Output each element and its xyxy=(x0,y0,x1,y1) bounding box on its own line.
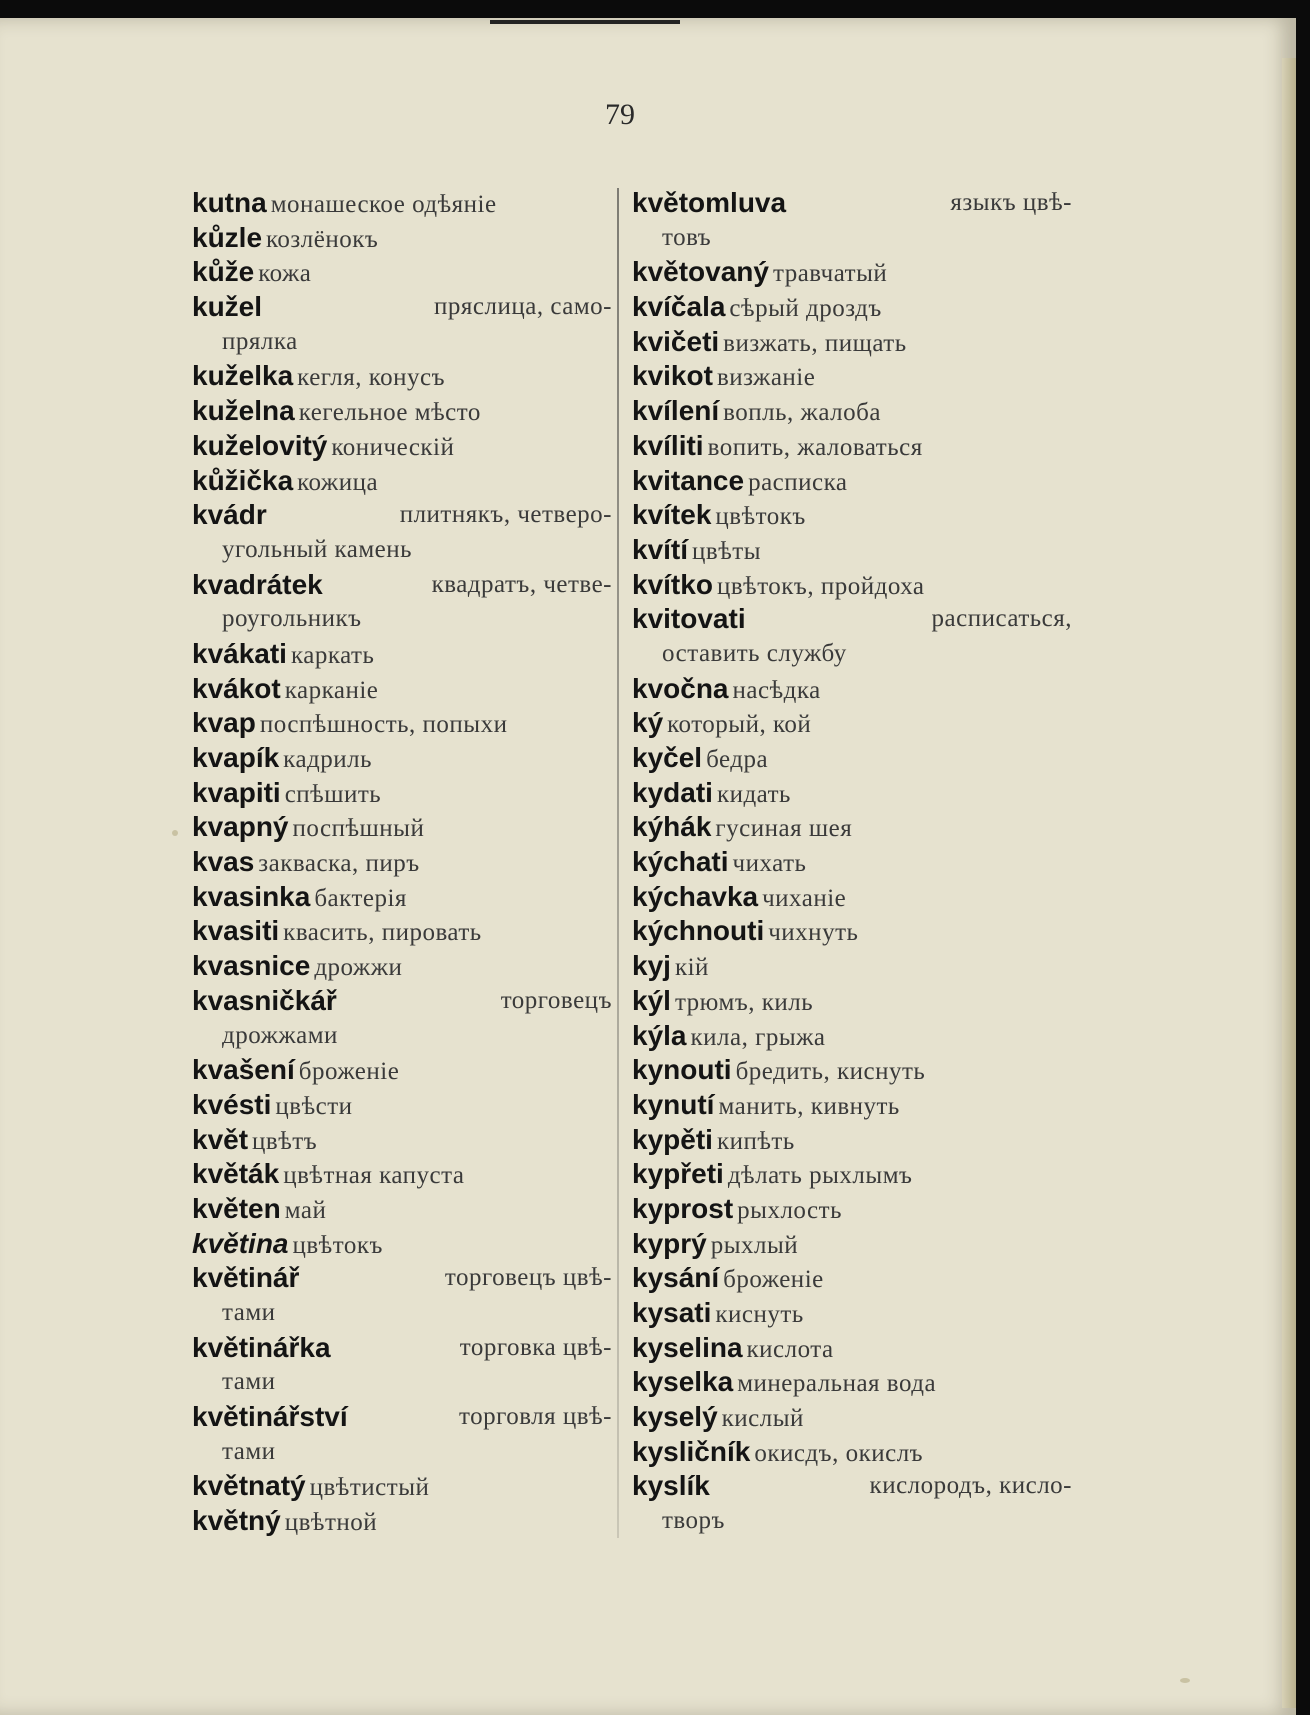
dictionary-entry xyxy=(632,1019,1072,1054)
entry-headword: kýl xyxy=(632,984,671,1016)
entry-headword: kydati xyxy=(632,776,713,808)
paper-spot xyxy=(1180,1678,1190,1683)
entry-headword: květinář xyxy=(192,1262,300,1294)
entry-headword: kvádr xyxy=(192,499,267,531)
entry-translation-continued: роугольникъ xyxy=(222,605,362,633)
entry-continuation xyxy=(632,637,1072,672)
entry-headword: květák xyxy=(192,1158,280,1190)
entry-translation: кій xyxy=(674,954,709,982)
left-column xyxy=(192,186,612,1539)
dictionary-entry xyxy=(192,290,612,325)
entry-translation: квадратъ, четве- xyxy=(431,570,612,598)
entry-translation: кидать xyxy=(716,780,791,808)
entry-continuation xyxy=(192,1019,612,1054)
entry-headword: kyj xyxy=(632,950,671,982)
entry-translation: манить, кивнуть xyxy=(718,1092,900,1120)
entry-translation: бактерія xyxy=(314,884,407,912)
entry-translation: кипѣть xyxy=(716,1127,795,1155)
dictionary-entry xyxy=(192,810,612,845)
entry-translation: каркать xyxy=(290,641,375,669)
dictionary-entry xyxy=(632,1053,1072,1088)
dictionary-entry xyxy=(632,325,1072,360)
entry-headword: květen xyxy=(192,1192,281,1224)
entry-headword: kvitovati xyxy=(632,603,746,635)
entry-translation: плитнякъ, четверо- xyxy=(399,501,612,529)
entry-translation: травчатый xyxy=(772,260,888,288)
entry-headword: kůžička xyxy=(192,464,294,496)
entry-headword: kýchavka xyxy=(632,880,759,912)
entry-headword: květinářství xyxy=(192,1401,348,1433)
entry-headword: kvasiti xyxy=(192,915,280,947)
entry-translation: броженіе xyxy=(298,1058,400,1086)
entry-headword: kynutí xyxy=(632,1088,715,1120)
entry-translation: торговля цвѣ- xyxy=(458,1403,612,1431)
dictionary-entry xyxy=(192,1504,612,1539)
entry-headword: kysati xyxy=(632,1297,712,1328)
entry-headword: kvésti xyxy=(192,1088,272,1120)
entry-translation-continued: товъ xyxy=(662,223,712,251)
dictionary-entry xyxy=(632,845,1072,880)
entry-translation-continued: тами xyxy=(222,1368,276,1396)
entry-translation: цвѣтокъ xyxy=(292,1231,383,1259)
entry-translation: бредить, киснуть xyxy=(735,1058,926,1086)
entry-headword: kvap xyxy=(192,707,256,739)
entry-headword: kyselý xyxy=(632,1401,718,1433)
entry-headword: kvasnice xyxy=(192,950,311,982)
entry-translation: закваска, пиръ xyxy=(258,850,420,878)
dictionary-entry xyxy=(632,464,1072,499)
entry-translation: карканіе xyxy=(284,676,379,704)
dictionary-entry xyxy=(192,1123,612,1158)
entry-headword: kuželna xyxy=(192,395,295,427)
entry-headword: kýla xyxy=(632,1019,687,1051)
dictionary-entry xyxy=(192,1157,612,1192)
column-divider xyxy=(617,188,619,1538)
entry-continuation xyxy=(632,1504,1072,1539)
dictionary-entry xyxy=(192,845,612,880)
entry-headword: kypřeti xyxy=(632,1158,724,1190)
entry-translation-continued: творъ xyxy=(662,1507,725,1535)
entry-headword: kyčel xyxy=(632,742,703,773)
dictionary-entry xyxy=(632,568,1072,603)
entry-headword: květný xyxy=(192,1505,281,1537)
dictionary-entry xyxy=(632,880,1072,915)
entry-translation: торговецъ xyxy=(500,986,612,1014)
dictionary-entry xyxy=(632,1192,1072,1227)
entry-translation: поспѣшность, попыхи xyxy=(259,711,508,739)
dictionary-entry xyxy=(632,810,1072,845)
entry-translation-continued: оставить службу xyxy=(662,639,847,667)
entry-translation: цвѣсти xyxy=(275,1092,353,1120)
entry-translation: сѣрый дроздъ xyxy=(729,295,882,323)
dictionary-entry xyxy=(192,1400,612,1435)
entry-headword: kutna xyxy=(192,187,267,218)
dictionary-entry xyxy=(632,290,1072,325)
entry-headword: kvítí xyxy=(632,533,689,565)
dictionary-entry xyxy=(632,706,1072,741)
dictionary-entry xyxy=(192,1088,612,1123)
dictionary-entry xyxy=(632,1088,1072,1123)
entry-headword: kvočna xyxy=(632,672,729,704)
entry-translation: визжаніе xyxy=(716,364,816,392)
entry-translation: квасить, пировать xyxy=(283,919,482,947)
entry-translation: цвѣтъ xyxy=(252,1127,318,1155)
entry-translation: цвѣтной xyxy=(284,1509,378,1537)
entry-headword: kýchati xyxy=(632,846,729,878)
dictionary-entry xyxy=(632,984,1072,1019)
entry-headword: kuželovitý xyxy=(192,429,328,461)
entry-headword: kýchnouti xyxy=(632,915,765,947)
entry-translation: вопить, жаловаться xyxy=(707,433,923,461)
entry-translation: цвѣтокъ, пройдоха xyxy=(716,572,925,600)
dictionary-entry xyxy=(632,533,1072,568)
entry-translation: дрожжи xyxy=(314,954,403,982)
entry-translation: кадриль xyxy=(283,746,373,773)
entry-translation: торговецъ цвѣ- xyxy=(444,1264,612,1292)
dictionary-entry xyxy=(192,706,612,741)
entry-headword: kvapík xyxy=(192,742,280,773)
dictionary-entry xyxy=(192,359,612,394)
dictionary-entry xyxy=(192,637,612,672)
dictionary-entry xyxy=(192,741,612,776)
dictionary-entry xyxy=(632,1469,1072,1504)
entry-headword: kůzle xyxy=(192,221,263,253)
entry-translation: кислота xyxy=(746,1335,834,1363)
dictionary-entry xyxy=(632,914,1072,949)
dictionary-entry xyxy=(632,1365,1072,1400)
dictionary-entry xyxy=(192,1227,612,1262)
entry-translation: чихать xyxy=(732,850,807,878)
page-edge xyxy=(1282,58,1296,1708)
entry-translation: цвѣты xyxy=(692,537,762,565)
entry-headword: kvíčala xyxy=(632,291,726,323)
entry-continuation xyxy=(192,1435,612,1470)
entry-translation: цвѣтистый xyxy=(309,1474,430,1502)
dictionary-entry xyxy=(632,741,1072,776)
entry-translation: визжать, пищать xyxy=(723,329,907,357)
entry-headword: kvákot xyxy=(192,672,281,704)
entry-translation: кожица xyxy=(297,468,379,496)
dictionary-entry xyxy=(192,1261,612,1296)
entry-translation: кила, грыжа xyxy=(690,1023,826,1051)
dictionary-entry xyxy=(192,498,612,533)
entry-headword: kvasničkář xyxy=(192,984,337,1016)
dictionary-entry xyxy=(632,1157,1072,1192)
entry-translation: цвѣтокъ xyxy=(715,503,806,531)
dictionary-entry xyxy=(632,1227,1072,1262)
entry-headword: kvapiti xyxy=(192,776,281,808)
entry-headword: kuželka xyxy=(192,360,294,392)
dictionary-entry xyxy=(192,464,612,499)
right-column xyxy=(632,186,1072,1539)
dictionary-entry xyxy=(632,1296,1072,1331)
entry-translation: поспѣшный xyxy=(292,815,425,843)
entry-translation: козлёнокъ xyxy=(266,225,379,253)
dictionary-entry xyxy=(632,602,1072,637)
entry-headword: kvasinka xyxy=(192,880,311,912)
dictionary-entry xyxy=(192,776,612,811)
entry-translation: май xyxy=(284,1196,327,1224)
dictionary-entry xyxy=(192,1469,612,1504)
dictionary-entry xyxy=(632,672,1072,707)
entry-translation: кислородъ, кисло- xyxy=(869,1472,1072,1500)
entry-headword: kvadrátek xyxy=(192,568,323,600)
entry-headword: květnatý xyxy=(192,1470,306,1502)
entry-headword: kyslík xyxy=(632,1470,710,1502)
entry-translation-continued: дрожжами xyxy=(222,1021,338,1049)
dictionary-entry xyxy=(632,429,1072,464)
entry-translation: пряслица, само- xyxy=(434,293,612,321)
dictionary-entry xyxy=(192,1053,612,1088)
dictionary-page xyxy=(0,18,1296,1715)
entry-continuation xyxy=(192,1365,612,1400)
dictionary-entry xyxy=(192,568,612,603)
entry-translation: насѣдка xyxy=(732,676,821,704)
dictionary-entry xyxy=(192,186,612,221)
entry-headword: kůže xyxy=(192,256,255,288)
entry-translation: кожа xyxy=(258,260,312,288)
entry-translation: торговка цвѣ- xyxy=(459,1333,612,1361)
dictionary-entry xyxy=(632,186,1072,221)
entry-headword: kvapný xyxy=(192,811,289,843)
entry-headword: kýhák xyxy=(632,811,712,843)
dictionary-entry xyxy=(632,949,1072,984)
entry-translation: броженіе xyxy=(723,1266,824,1294)
entry-headword: ký xyxy=(632,707,664,739)
dictionary-entry xyxy=(192,255,612,290)
entry-translation-continued: угольный камень xyxy=(222,535,413,563)
entry-headword: kvikot xyxy=(632,360,713,392)
entry-headword: kyprost xyxy=(632,1192,734,1224)
entry-translation: рыхлость xyxy=(737,1196,842,1224)
dictionary-entry xyxy=(632,359,1072,394)
entry-headword: kužel xyxy=(192,291,263,323)
entry-headword: květ xyxy=(192,1123,249,1155)
entry-continuation xyxy=(192,325,612,360)
entry-headword: květomluva xyxy=(632,187,787,218)
entry-translation: монашеское одѣяніе xyxy=(270,191,497,218)
paper-spot xyxy=(172,830,178,836)
entry-translation: кислый xyxy=(721,1405,804,1433)
entry-headword: kysličník xyxy=(632,1435,751,1467)
entry-translation: бедра xyxy=(706,746,769,773)
entry-headword: kysání xyxy=(632,1262,720,1294)
entry-translation: расписаться, xyxy=(931,605,1072,633)
top-rule xyxy=(490,20,680,24)
entry-headword: kvíliti xyxy=(632,429,704,461)
entry-headword: kyselka xyxy=(632,1366,734,1398)
entry-translation: минеральная вода xyxy=(737,1370,937,1398)
entry-headword: kvitance xyxy=(632,464,745,496)
entry-headword: kyprý xyxy=(632,1227,707,1259)
entry-translation: чиханіе xyxy=(762,884,847,912)
dictionary-entry xyxy=(192,1192,612,1227)
entry-translation: киснуть xyxy=(715,1301,804,1328)
entry-continuation xyxy=(632,221,1072,256)
dictionary-entry xyxy=(192,914,612,949)
dictionary-entry xyxy=(632,255,1072,290)
entry-translation-continued: тами xyxy=(222,1437,276,1465)
dictionary-entry xyxy=(632,1331,1072,1366)
entry-translation: трюмъ, киль xyxy=(674,988,814,1016)
entry-translation: который, кой xyxy=(667,711,812,739)
dictionary-entry xyxy=(632,1261,1072,1296)
dictionary-entry xyxy=(632,776,1072,811)
entry-headword: kvašení xyxy=(192,1054,295,1086)
entry-translation: спѣшить xyxy=(284,780,382,808)
entry-continuation xyxy=(192,602,612,637)
dictionary-entry xyxy=(192,984,612,1019)
entry-headword: kvítko xyxy=(632,568,713,600)
entry-translation-continued: тами xyxy=(222,1299,276,1326)
dictionary-entry xyxy=(192,880,612,915)
entry-headword: kvas xyxy=(192,846,255,878)
entry-headword: květinářka xyxy=(192,1331,331,1363)
entry-translation: дѣлать рыхлымъ xyxy=(727,1162,913,1190)
entry-translation: рыхлый xyxy=(710,1231,799,1259)
dictionary-entry xyxy=(192,949,612,984)
entry-headword: kvákati xyxy=(192,637,287,669)
entry-headword: kypěti xyxy=(632,1123,713,1155)
entry-translation: кегельное мѣсто xyxy=(298,399,481,427)
entry-continuation xyxy=(192,533,612,568)
entry-headword: květina xyxy=(192,1227,289,1259)
entry-headword: kvílení xyxy=(632,395,720,427)
entry-translation: цвѣтная капуста xyxy=(283,1162,465,1190)
page-number: 79 xyxy=(605,98,635,131)
dictionary-entry xyxy=(192,429,612,464)
dictionary-entry xyxy=(632,1400,1072,1435)
entry-translation: вопль, жалоба xyxy=(723,399,881,427)
entry-headword: kvítek xyxy=(632,499,712,531)
dictionary-entry xyxy=(192,1331,612,1366)
dictionary-entry xyxy=(632,498,1072,533)
dictionary-entry xyxy=(632,1435,1072,1470)
entry-translation: гусиная шея xyxy=(715,815,853,843)
entry-translation: чихнуть xyxy=(768,919,859,947)
entry-translation: кегля, конусъ xyxy=(297,364,446,392)
entry-headword: kyselina xyxy=(632,1331,743,1363)
entry-translation: окисдъ, окислъ xyxy=(754,1439,924,1467)
entry-continuation xyxy=(192,1296,612,1331)
dictionary-entry xyxy=(192,221,612,256)
entry-translation-continued: прялка xyxy=(222,327,298,355)
dictionary-entry xyxy=(632,394,1072,429)
entry-headword: květovaný xyxy=(632,256,769,288)
dictionary-entry xyxy=(632,1123,1072,1158)
entry-translation: языкъ цвѣ- xyxy=(950,189,1072,216)
dictionary-entry xyxy=(192,672,612,707)
entry-translation: коническій xyxy=(331,433,455,461)
entry-translation: расписка xyxy=(748,468,848,496)
dictionary-entry xyxy=(192,394,612,429)
entry-headword: kvičeti xyxy=(632,325,720,357)
entry-headword: kynouti xyxy=(632,1054,732,1086)
